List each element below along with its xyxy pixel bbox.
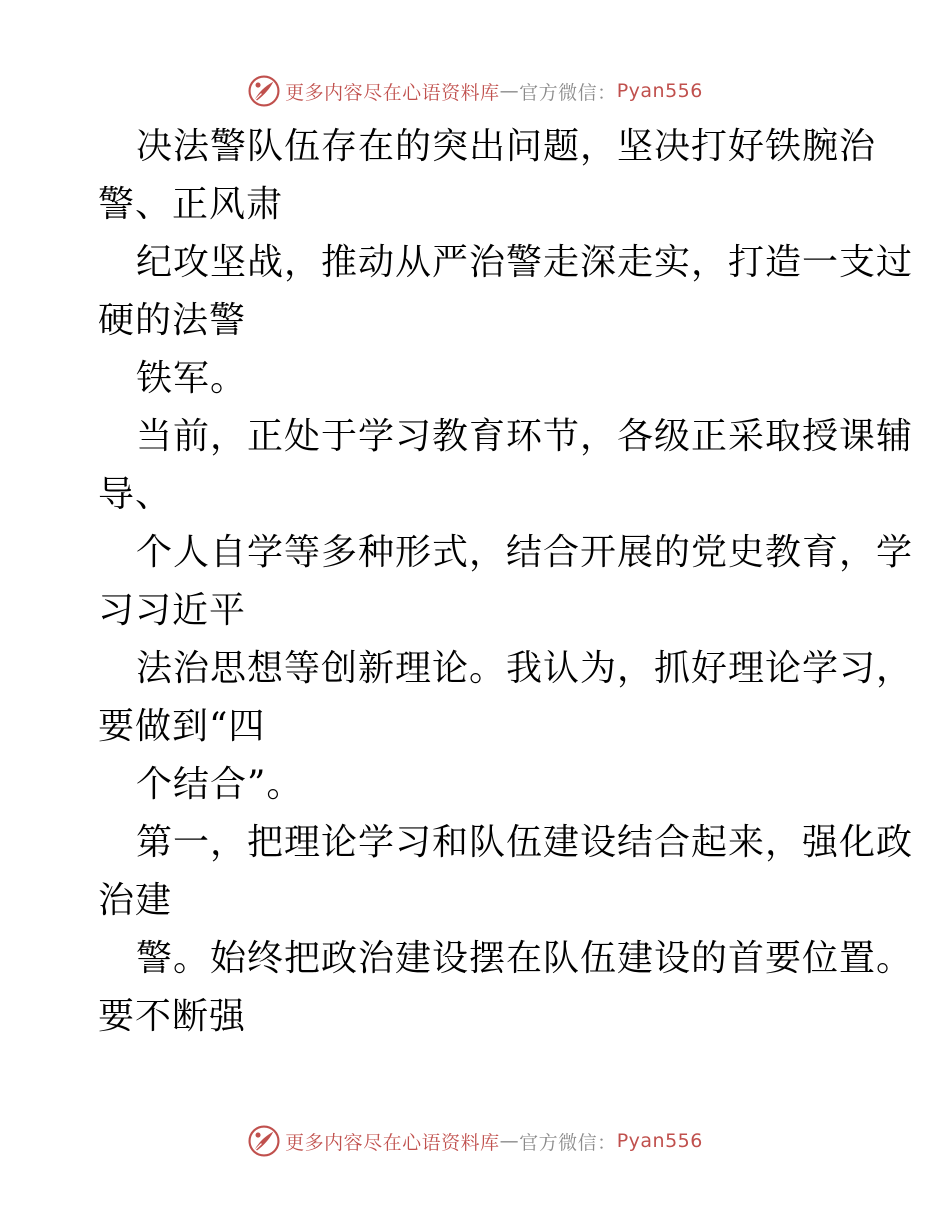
text-line: 决法警队伍存在的突出问题，坚决打好铁腕治	[136, 126, 877, 167]
watermark-dash: —	[499, 80, 520, 102]
text-line: 铁军。	[136, 358, 248, 399]
text-line: 法治思想等创新理论。我认为，抓好理论学习，	[136, 648, 914, 689]
quill-logo-icon	[247, 74, 281, 108]
watermark-wechat-id: Pyan556	[616, 1130, 703, 1152]
text-line: 导、	[98, 474, 173, 515]
text-line: 要不断强	[98, 996, 247, 1037]
text-line: 当前，正处于学习教育环节，各级正采取授课辅	[136, 416, 914, 457]
text-line: 第一，把理论学习和队伍建设结合起来，强化政	[136, 822, 914, 863]
watermark-main-text: 更多内容尽在心语资料库	[285, 1131, 500, 1154]
text-line: 治建	[98, 880, 173, 921]
document-body	[98, 118, 914, 1046]
watermark-official-label: 官方微信：	[519, 1131, 617, 1154]
watermark-dash: —	[499, 1130, 520, 1152]
text-line: 纪攻坚战，推动从严治警走深走实，打造一支过	[136, 242, 914, 283]
watermark-official-label: 官方微信：	[519, 81, 617, 104]
text-line: 警、正风肃	[98, 184, 284, 225]
watermark-main-text: 更多内容尽在心语资料库	[285, 81, 500, 104]
text-line: 要做到“四	[98, 706, 266, 747]
header-watermark	[0, 71, 950, 111]
watermark-wechat-id: Pyan556	[616, 80, 703, 102]
text-line: 个结合”。	[136, 764, 304, 805]
text-line: 个人自学等多种形式，结合开展的党史教育，学	[136, 532, 914, 573]
quill-logo-icon	[247, 1124, 281, 1158]
text-line: 习习近平	[98, 590, 247, 631]
footer-watermark	[0, 1121, 950, 1161]
text-line: 硬的法警	[98, 300, 247, 341]
text-line: 警。始终把政治建设摆在队伍建设的首要位置。	[136, 938, 914, 979]
